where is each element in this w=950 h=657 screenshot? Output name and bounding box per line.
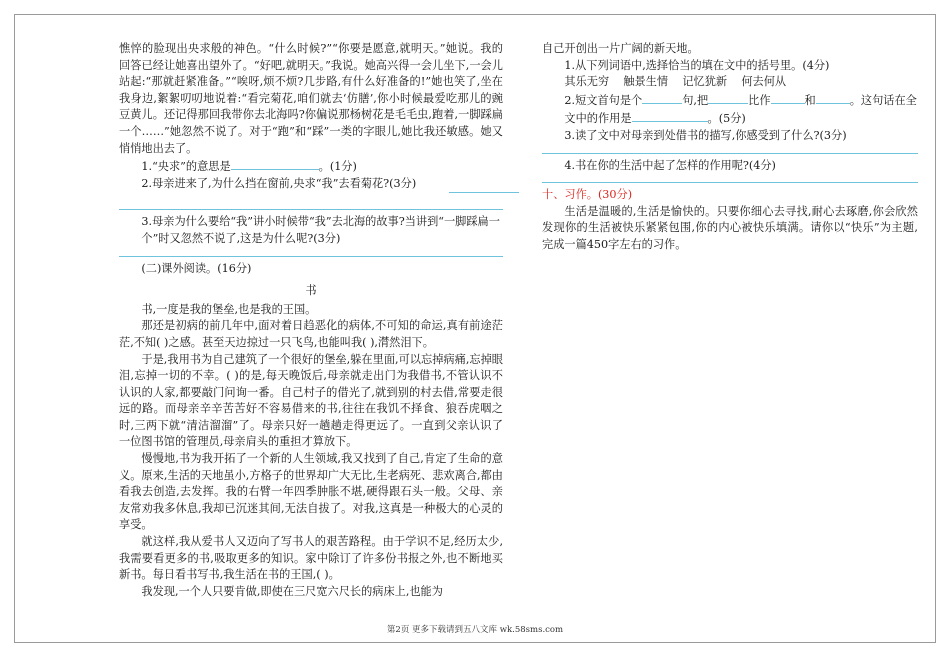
answer-line[interactable]	[119, 201, 503, 210]
reading-question-1: 1.从下列词语中,选择恰当的填在文中的括号里。(4分)	[564, 58, 830, 72]
story-paragraph: 慢慢地,书为我开拓了一个新的人生领域,我又找到了自己,肯定了生命的意义。原来,生活的天地虽小,方格子的世界却广大无比,生老病死、悲欢离合,都由看我去创造,去发挥。我的右臂一年四季肿胀不堪,硬得跟石头一般。父母、亲友常劝我多休息,我却已沉迷其间,无法自拔了。对我,这真是一种极大的心灵的享受。	[119, 452, 503, 532]
answer-blank[interactable]	[642, 91, 682, 104]
question-3: 3.母亲为什么要给“我”讲小时候带“我”去北海的故事?当讲到“一脚踩扁一个”时又忽然不说了,这是为什么呢?(3分)	[141, 215, 500, 245]
answer-blank[interactable]	[632, 109, 708, 122]
story-end: 自己开创出一片广阔的新天地。	[542, 42, 699, 55]
question-1: 1.“央求”的意思是 。(1分)	[119, 157, 503, 176]
page-footer: 第2页 更多下载请到五八文库 wk.58sms.com	[386, 625, 564, 635]
passage-continuation: 憔悴的脸现出央求般的神色。“什么时候?”“你要是愿意,就明天。”她说。我的回答已经让她喜出望外了。“好吧,就明天。”我说。她高兴得一会儿坐下,一会儿站起:“那就赶紧准备。”“唉呀,烦不烦?几步路,有什么好准备的!”她也笑了,坐在我身边,絮絮叨叨地说着:“看完菊花,咱们就去‘仿膳’,你小时候最爱吃那儿的豌豆黄儿。还记得那回我带你去北海吗?你偏说那杨树花是毛毛虫,跑着,一脚踩扁一个……”她忽然不说了。对于“跑”和“踩”一类的字眼儿,她比我还敏感。她又悄悄地出去了。	[119, 42, 503, 155]
story-paragraph: 于是,我用书为自己建筑了一个很好的堡垒,躲在里面,可以忘掉病痛,忘掉眼泪,忘掉一切的不幸。( )的是,每天晚饭后,母亲就走出门为我借书,不管认识不认识的人家,都要敲门问询一番。自己村子的借光了,就到别的村去借,常要走很远的路。而母亲辛辛苦苦好不容易借来的书,往往在我饥不择食、狼吞虎咽之时,三两下就“清洁溜溜”了。母亲只好一趟趟走得更远了。一直到父亲认识了一位图书馆的管理员,母亲肩头的重担才算放下。	[119, 352, 503, 449]
story-title: 书	[305, 284, 317, 298]
answer-line[interactable]	[119, 248, 503, 257]
answer-blank[interactable]	[708, 91, 748, 104]
left-column	[119, 41, 503, 600]
exam-page	[14, 14, 936, 643]
word-bank: 其乐无穷 触景生情 记忆犹新 何去何从	[564, 75, 787, 89]
right-column	[542, 41, 918, 254]
story-paragraph: 我发现,一个人只要肯做,即使在三尺宽六尺长的病床上,也能为	[141, 584, 443, 598]
story-paragraph: 就这样,我从爱书人又迈向了写书人的艰苦路程。由于学识不足,经历太少,我需要看更多的书,吸取更多的知识。家中除订了许多份书报之外,也不断地买新书。每日看书写书,我生活在书的王国,( )。	[119, 535, 503, 582]
section-10-heading: 十、习作。(30分)	[542, 188, 633, 202]
answer-blank[interactable]	[771, 91, 805, 104]
answer-line[interactable]	[449, 184, 519, 193]
reading-question-3: 3.读了文中对母亲到处借书的描写,你感受到了什么?(3分)	[564, 128, 847, 142]
question-2: 2.母亲进来了,为什么挡在窗前,央求“我”去看菊花?(3分)	[141, 176, 417, 190]
answer-line[interactable]	[542, 145, 918, 154]
section-2-heading: (二)课外阅读。(16分)	[141, 261, 252, 275]
story-paragraph: 书,一度是我的堡垒,也是我的王国。	[141, 302, 317, 316]
story-paragraph: 那还是初病的前几年中,面对着日趋恶化的病体,不可知的命运,真有前途茫茫,不知( )之感。甚至天边掠过一只飞鸟,也能叫我( ),潸然泪下。	[119, 319, 503, 349]
answer-line[interactable]	[542, 174, 918, 183]
answer-blank[interactable]	[231, 157, 319, 170]
essay-prompt: 生活是温暖的,生活是愉快的。只要你细心去寻找,耐心去琢磨,你会欣然发现你的生活被快乐紧紧包围,你的内心被快乐填满。请你以“快乐”为主题,完成一篇450字左右的习作。	[542, 204, 918, 251]
reading-question-2: 2.短文首句是个 句,把 比作 和 。这句话在全文中的作用是 。(5分)	[542, 91, 918, 128]
reading-question-4: 4.书在你的生活中起了怎样的作用呢?(4分)	[564, 158, 776, 172]
answer-blank[interactable]	[816, 91, 850, 104]
